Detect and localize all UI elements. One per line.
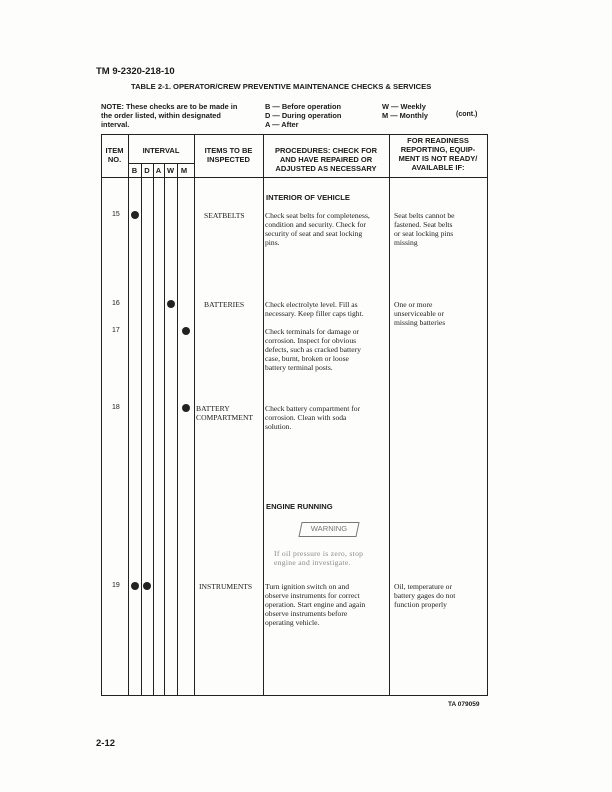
procedure-line: Check seat belts for completeness, (265, 211, 370, 220)
header-procedures (263, 146, 389, 173)
divider (153, 163, 154, 696)
procedure-line: observe instruments for correct (265, 591, 360, 600)
interval-dot-m (182, 404, 190, 412)
procedure (265, 211, 370, 247)
interval-dot-b (131, 211, 139, 219)
procedure-line: corrosion. Inspect for obvious (265, 336, 357, 345)
readiness-line: missing (394, 238, 418, 247)
item-number: 17 (112, 327, 120, 334)
readiness-line: Seat belts cannot be (394, 211, 455, 220)
item-line: BATTERY (196, 404, 230, 413)
item-number: 16 (112, 300, 120, 307)
section-engine-running: ENGINE RUNNING (266, 502, 333, 511)
procedure-line: Check electrolyte level. Fill as (265, 300, 358, 309)
procedure (265, 327, 361, 372)
readiness-line: or seat locking pins (394, 229, 454, 238)
note-line: interval. (101, 120, 130, 129)
procedure-line: Check battery compartment for (265, 404, 361, 413)
header-b: B (131, 166, 138, 175)
readiness-line: function properly (394, 600, 447, 609)
readiness-line: battery gages do not (394, 591, 456, 600)
divider (128, 134, 129, 696)
procedure-line: battery terminal posts. (265, 363, 333, 372)
header-line: REPORTING, EQUIP- (400, 145, 476, 154)
readiness-line: missing batteries (394, 318, 446, 327)
divider (101, 134, 102, 696)
procedure (265, 404, 360, 431)
interval-dot-w (167, 300, 175, 308)
legend-w: W — Weekly (382, 102, 426, 111)
note-line: the order listed, within designated (101, 111, 221, 120)
divider (101, 177, 487, 178)
divider (141, 163, 142, 696)
interval-dot-d (143, 582, 151, 590)
divider (487, 134, 488, 696)
header-interval: INTERVAL (142, 146, 180, 155)
divider (128, 163, 194, 164)
legend-b: B — Before operation (265, 102, 341, 111)
note (101, 102, 237, 129)
header-a: A (155, 166, 162, 175)
doc-id: TM 9-2320-218-10 (96, 66, 175, 77)
procedure-line: Turn ignition switch on and (265, 582, 350, 591)
item-number: 18 (112, 404, 120, 411)
item-number: 19 (112, 582, 120, 589)
interval-dot-b (131, 582, 139, 590)
procedure (265, 582, 365, 627)
item-line: COMPARTMENT (196, 413, 254, 422)
item-name (196, 404, 253, 422)
header-line: NO. (107, 155, 122, 164)
header-line: AVAILABLE IF: (411, 163, 465, 172)
header-line: FOR READINESS (407, 136, 469, 145)
procedure-line: security of seat and seat locking (265, 229, 363, 238)
readiness-line: fastened. Seat belts (394, 220, 453, 229)
legend-bda (265, 102, 341, 129)
header-line: ADJUSTED AS NECESSARY (275, 164, 377, 173)
divider (164, 163, 165, 696)
table-title: TABLE 2-1. OPERATOR/CREW PREVENTIVE MAINTENANCE CHECKS & SERVICES (131, 82, 432, 91)
divider (389, 134, 390, 696)
item-name: SEATBELTS (204, 211, 245, 220)
procedure-line: solution. (265, 422, 292, 431)
divider (263, 134, 264, 696)
header-items (194, 146, 263, 164)
item-number: 15 (112, 211, 120, 218)
interval-dot-m (182, 327, 190, 335)
procedure-line: observe instruments before (265, 609, 348, 618)
cont-label: (cont.) (456, 111, 478, 118)
divider (101, 134, 487, 135)
divider (177, 163, 178, 696)
header-line: INSPECTED (207, 155, 250, 164)
warning-line: engine and investigate. (274, 558, 351, 567)
header-item-no (101, 146, 128, 164)
procedure (265, 300, 364, 318)
procedure-line: operation. Start engine and again (265, 600, 366, 609)
section-interior: INTERIOR OF VEHICLE (266, 193, 350, 202)
readiness-line: One or more (394, 300, 433, 309)
readiness-line: unserviceable or (394, 309, 444, 318)
header-readiness (389, 136, 487, 172)
header-line: PROCEDURES: CHECK FOR (274, 146, 378, 155)
figure-id: TA 079059 (448, 701, 480, 708)
header-line: ITEMS TO BE (204, 146, 253, 155)
legend-wm (382, 102, 428, 120)
header-w: W (166, 166, 175, 175)
readiness-line: Oil, temperature or (394, 582, 452, 591)
divider (101, 695, 487, 696)
procedure-line: pins. (265, 238, 280, 247)
warning-text (274, 549, 363, 567)
item-name: INSTRUMENTS (199, 582, 253, 591)
header-d: D (144, 166, 150, 175)
divider (194, 134, 195, 696)
page-number: 2-12 (96, 738, 116, 749)
procedure-line: case, burnt, broken or loose (265, 354, 349, 363)
header-line: ITEM (105, 146, 124, 155)
item-name: BATTERIES (204, 300, 245, 309)
readiness (394, 582, 455, 609)
procedure-line: condition and security. Check for (265, 220, 366, 229)
procedure-line: necessary. Keep filler caps tight. (265, 309, 364, 318)
procedure-line: Check terminals for damage or (265, 327, 360, 336)
procedure-line: operating vehicle. (265, 618, 320, 627)
legend-d: D — During operation (265, 111, 342, 120)
legend-m: M — Monthly (382, 111, 428, 120)
readiness (394, 300, 445, 327)
warning-line: If oil pressure is zero, stop (274, 549, 364, 558)
procedure-line: defects, such as cracked battery (265, 345, 361, 354)
header-m: M (180, 166, 188, 175)
readiness (394, 211, 455, 247)
legend-a: A — After (265, 120, 299, 129)
warning-label: WARNING (310, 524, 348, 533)
procedure-line: corrosion. Clean with soda (265, 413, 347, 422)
header-line: MENT IS NOT READY/ (398, 154, 478, 163)
note-line: NOTE: These checks are to be made in (101, 102, 238, 111)
header-line: AND HAVE REPAIRED OR (279, 155, 373, 164)
